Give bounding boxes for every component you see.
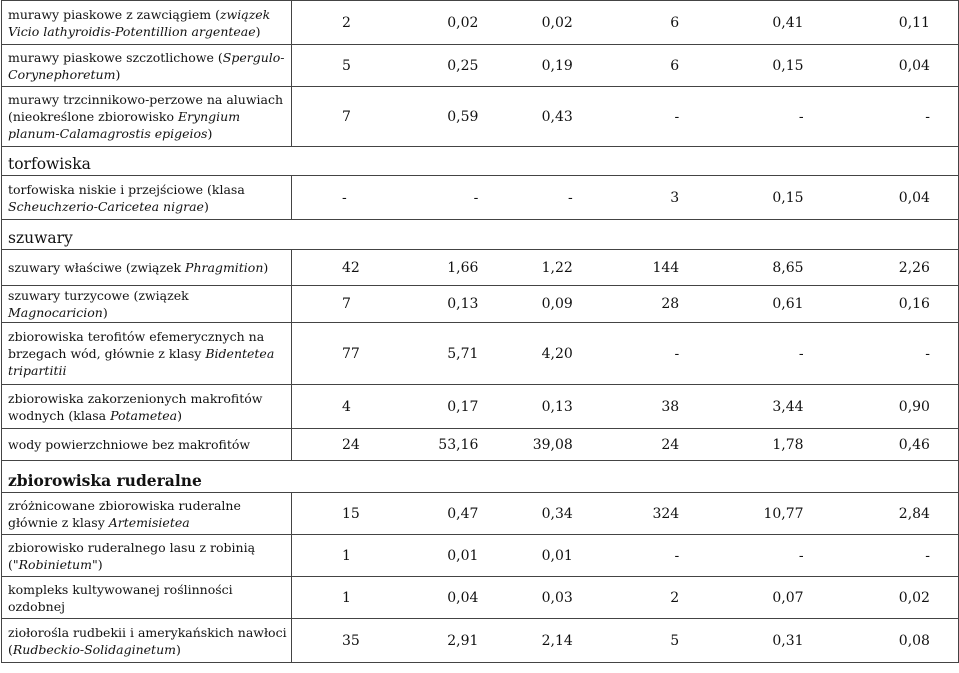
habitat-label xyxy=(2,1,292,45)
habitat-label-suffix: ) xyxy=(207,126,213,141)
value-cell-5: - xyxy=(798,547,804,564)
habitat-label xyxy=(2,429,292,461)
table-row xyxy=(2,577,959,619)
habitat-label xyxy=(2,577,292,619)
value-cell-4: 2 xyxy=(670,589,680,606)
value-cell-2: 0,17 xyxy=(447,398,479,415)
habitat-label-text: murawy piaskowe szczotlichowe ( xyxy=(8,49,223,65)
value-cell-2: 0,04 xyxy=(447,589,479,606)
value-cell-2: 0,13 xyxy=(447,296,479,312)
vegetation-table xyxy=(1,0,959,663)
value-cell-1: 1 xyxy=(342,547,351,564)
value-cell-1: 2 xyxy=(342,14,351,31)
value-cell-1: 1 xyxy=(342,589,351,606)
habitat-label-text: ziołorośla rudbekii i amerykańskich nawłoci ( xyxy=(8,624,287,657)
value-cell-6: 0,90 xyxy=(898,398,930,415)
table-body xyxy=(2,1,959,663)
table-row xyxy=(2,45,959,87)
table-row xyxy=(2,535,959,577)
value-cell-2: 0,01 xyxy=(447,547,479,564)
value-cell-2: 1,66 xyxy=(447,259,479,276)
value-cell-1: 7 xyxy=(342,296,351,312)
habitat-label xyxy=(2,535,292,577)
habitat-label-text: zbiorowiska zakorzenionych makrofitów wodnych (klasa xyxy=(8,390,263,423)
value-cell-6: - xyxy=(925,345,930,362)
habitat-latin-name: Eryngium planum-Calamagrostis epigeios xyxy=(8,109,241,141)
habitat-label-text: murawy trzcinnikowo-perzowe na aluwiach (nieokreślone zbiorowisko xyxy=(8,92,284,124)
value-cell-2: 53,16 xyxy=(438,436,479,453)
section-title: zbiorowiska ruderalne xyxy=(2,461,959,493)
value-cell-3: 0,09 xyxy=(541,296,573,312)
habitat-latin-name: Potametea xyxy=(110,407,178,423)
value-cell-2: 0,59 xyxy=(447,108,479,125)
value-cell-5: 0,41 xyxy=(772,14,804,31)
value-cells xyxy=(292,250,959,286)
habitat-latin-name: Scheuchzerio-Caricetea nigrae xyxy=(8,198,204,214)
habitat-label xyxy=(2,286,292,323)
habitat-label-suffix: ) xyxy=(177,407,183,423)
value-cell-4: - xyxy=(674,108,680,125)
value-cell-4: 38 xyxy=(661,398,680,415)
value-cell-2: - xyxy=(473,189,479,206)
value-cell-1: 42 xyxy=(342,259,360,276)
value-cells xyxy=(292,429,959,461)
value-cell-4: 24 xyxy=(661,436,680,453)
table-row xyxy=(2,619,959,663)
value-cell-5: - xyxy=(798,345,804,362)
value-cell-3: 0,01 xyxy=(541,547,573,564)
section-header-row xyxy=(2,220,959,250)
habitat-latin-name: związek Vicio lathyroidis-Potentillion argenteae xyxy=(8,6,271,39)
value-cell-1: 5 xyxy=(342,57,351,74)
value-cell-4: 6 xyxy=(670,14,680,31)
values-row xyxy=(292,15,958,31)
value-cell-5: 10,77 xyxy=(763,505,804,522)
value-cell-1: 77 xyxy=(342,345,360,362)
value-cells xyxy=(292,1,959,45)
value-cells xyxy=(292,385,959,429)
table-row xyxy=(2,1,959,45)
habitat-latin-name: Bidentetea tripartitii xyxy=(8,346,275,378)
habitat-label-text: zbiorowisko ruderalnego lasu z robinią (" xyxy=(8,539,256,572)
value-cell-6: 0,04 xyxy=(898,189,930,206)
value-cell-6: 2,26 xyxy=(898,259,930,276)
value-cells xyxy=(292,493,959,535)
value-cell-2: 0,25 xyxy=(447,57,479,74)
value-cell-6: 0,16 xyxy=(898,296,930,312)
value-cell-2: 0,47 xyxy=(447,505,479,522)
habitat-label xyxy=(2,250,292,286)
value-cell-4: 28 xyxy=(661,296,680,312)
values-row xyxy=(292,346,958,362)
value-cell-6: - xyxy=(925,108,930,125)
table-row xyxy=(2,87,959,147)
habitat-label-suffix: ) xyxy=(255,23,261,39)
value-cell-6: 0,08 xyxy=(898,632,930,649)
value-cells xyxy=(292,323,959,385)
value-cell-3: 0,02 xyxy=(541,14,573,31)
habitat-label xyxy=(2,45,292,87)
value-cell-3: 0,13 xyxy=(541,398,573,415)
value-cell-2: 0,02 xyxy=(447,14,479,31)
habitat-label-suffix: ") xyxy=(91,556,103,572)
value-cell-1: 15 xyxy=(342,505,360,522)
value-cell-4: - xyxy=(674,345,680,362)
value-cell-6: 0,46 xyxy=(898,436,930,453)
habitat-label-text: murawy piaskowe z zawciągiem ( xyxy=(8,6,220,22)
section-title: torfowiska xyxy=(2,147,959,176)
value-cell-3: 0,03 xyxy=(541,589,573,606)
value-cell-4: 6 xyxy=(670,57,680,74)
table-row xyxy=(2,385,959,429)
habitat-label-text: szuwary właściwe (związek xyxy=(8,260,186,275)
value-cell-3: 0,34 xyxy=(541,505,573,522)
values-row xyxy=(292,296,958,312)
habitat-label-suffix: ) xyxy=(176,641,181,657)
habitat-latin-name: Robinietum xyxy=(18,556,92,572)
table-row xyxy=(2,323,959,385)
habitat-label-text: zróżnicowane zbiorowiska ruderalne głównie z klasy xyxy=(8,497,241,530)
value-cell-5: 0,15 xyxy=(772,189,804,206)
value-cell-3: 1,22 xyxy=(541,259,573,276)
value-cell-1: - xyxy=(342,189,347,206)
value-cell-4: 3 xyxy=(670,189,680,206)
value-cell-6: 0,11 xyxy=(898,14,930,31)
value-cell-5: 8,65 xyxy=(772,259,804,276)
values-row xyxy=(292,437,958,453)
value-cell-6: - xyxy=(925,547,930,564)
habitat-label-text: wody powierzchniowe bez makrofitów xyxy=(8,437,251,452)
values-row xyxy=(292,506,958,522)
habitat-latin-name: Magnocaricion xyxy=(8,305,103,320)
habitat-label xyxy=(2,493,292,535)
habitat-label-text: szuwary turzycowe (związek xyxy=(8,288,189,303)
value-cell-6: 0,02 xyxy=(898,589,930,606)
habitat-label xyxy=(2,176,292,220)
table-row xyxy=(2,286,959,323)
value-cells xyxy=(292,619,959,663)
value-cell-3: 2,14 xyxy=(541,632,573,649)
values-row xyxy=(292,399,958,415)
value-cell-4: - xyxy=(674,547,680,564)
value-cell-5: 0,15 xyxy=(772,57,804,74)
values-row xyxy=(292,58,958,74)
value-cell-3: 0,19 xyxy=(541,57,573,74)
habitat-label xyxy=(2,87,292,147)
value-cell-1: 24 xyxy=(342,436,360,453)
habitat-latin-name: Phragmition xyxy=(185,260,264,275)
value-cell-1: 35 xyxy=(342,632,360,649)
value-cell-1: 4 xyxy=(342,398,351,415)
value-cell-6: 2,84 xyxy=(898,505,930,522)
value-cell-6: 0,04 xyxy=(898,57,930,74)
value-cell-5: 0,07 xyxy=(772,589,804,606)
value-cell-2: 5,71 xyxy=(447,345,479,362)
value-cells xyxy=(292,87,959,147)
habitat-label-suffix: ) xyxy=(203,198,209,214)
value-cell-3: 4,20 xyxy=(541,345,573,362)
habitat-label-text: kompleks kultywowanej roślinności ozdobnej xyxy=(8,581,233,614)
value-cell-2: 2,91 xyxy=(447,632,479,649)
value-cell-4: 5 xyxy=(670,632,680,649)
value-cell-5: 1,78 xyxy=(772,436,804,453)
section-header-row xyxy=(2,147,959,176)
value-cell-5: 0,31 xyxy=(772,632,804,649)
value-cell-4: 324 xyxy=(652,505,680,522)
habitat-latin-name: Spergulo-Corynephoretum xyxy=(8,49,285,82)
habitat-label-text: zbiorowiska terofitów efemerycznych na brzegach wód, głównie z klasy xyxy=(8,329,265,361)
section-title: szuwary xyxy=(2,220,959,250)
value-cells xyxy=(292,577,959,619)
value-cells xyxy=(292,176,959,220)
habitat-label-text: torfowiska niskie i przejściowe (klasa xyxy=(8,181,245,197)
value-cell-5: 3,44 xyxy=(772,398,804,415)
value-cells xyxy=(292,286,959,323)
value-cell-4: 144 xyxy=(652,259,680,276)
values-row xyxy=(292,260,958,276)
habitat-label xyxy=(2,619,292,663)
value-cell-3: 0,43 xyxy=(541,108,573,125)
value-cell-1: 7 xyxy=(342,108,351,125)
values-row xyxy=(292,109,958,125)
habitat-label-suffix: ) xyxy=(115,66,121,82)
values-row xyxy=(292,190,958,206)
value-cells xyxy=(292,535,959,577)
habitat-label-suffix: ) xyxy=(102,305,108,320)
section-header-row xyxy=(2,461,959,493)
table-row xyxy=(2,176,959,220)
habitat-label-suffix: ) xyxy=(263,260,269,275)
value-cell-5: - xyxy=(798,108,804,125)
habitat-latin-name: Artemisietea xyxy=(108,514,190,530)
habitat-label xyxy=(2,385,292,429)
values-row xyxy=(292,548,958,564)
table-row xyxy=(2,429,959,461)
table-row xyxy=(2,493,959,535)
value-cells xyxy=(292,45,959,87)
value-cell-3: - xyxy=(568,189,573,206)
value-cell-3: 39,08 xyxy=(532,436,573,453)
table-row xyxy=(2,250,959,286)
values-row xyxy=(292,633,958,649)
value-cell-5: 0,61 xyxy=(772,296,804,312)
habitat-label xyxy=(2,323,292,385)
habitat-latin-name: Rudbeckio-Solidaginetum xyxy=(12,641,176,657)
values-row xyxy=(292,590,958,606)
